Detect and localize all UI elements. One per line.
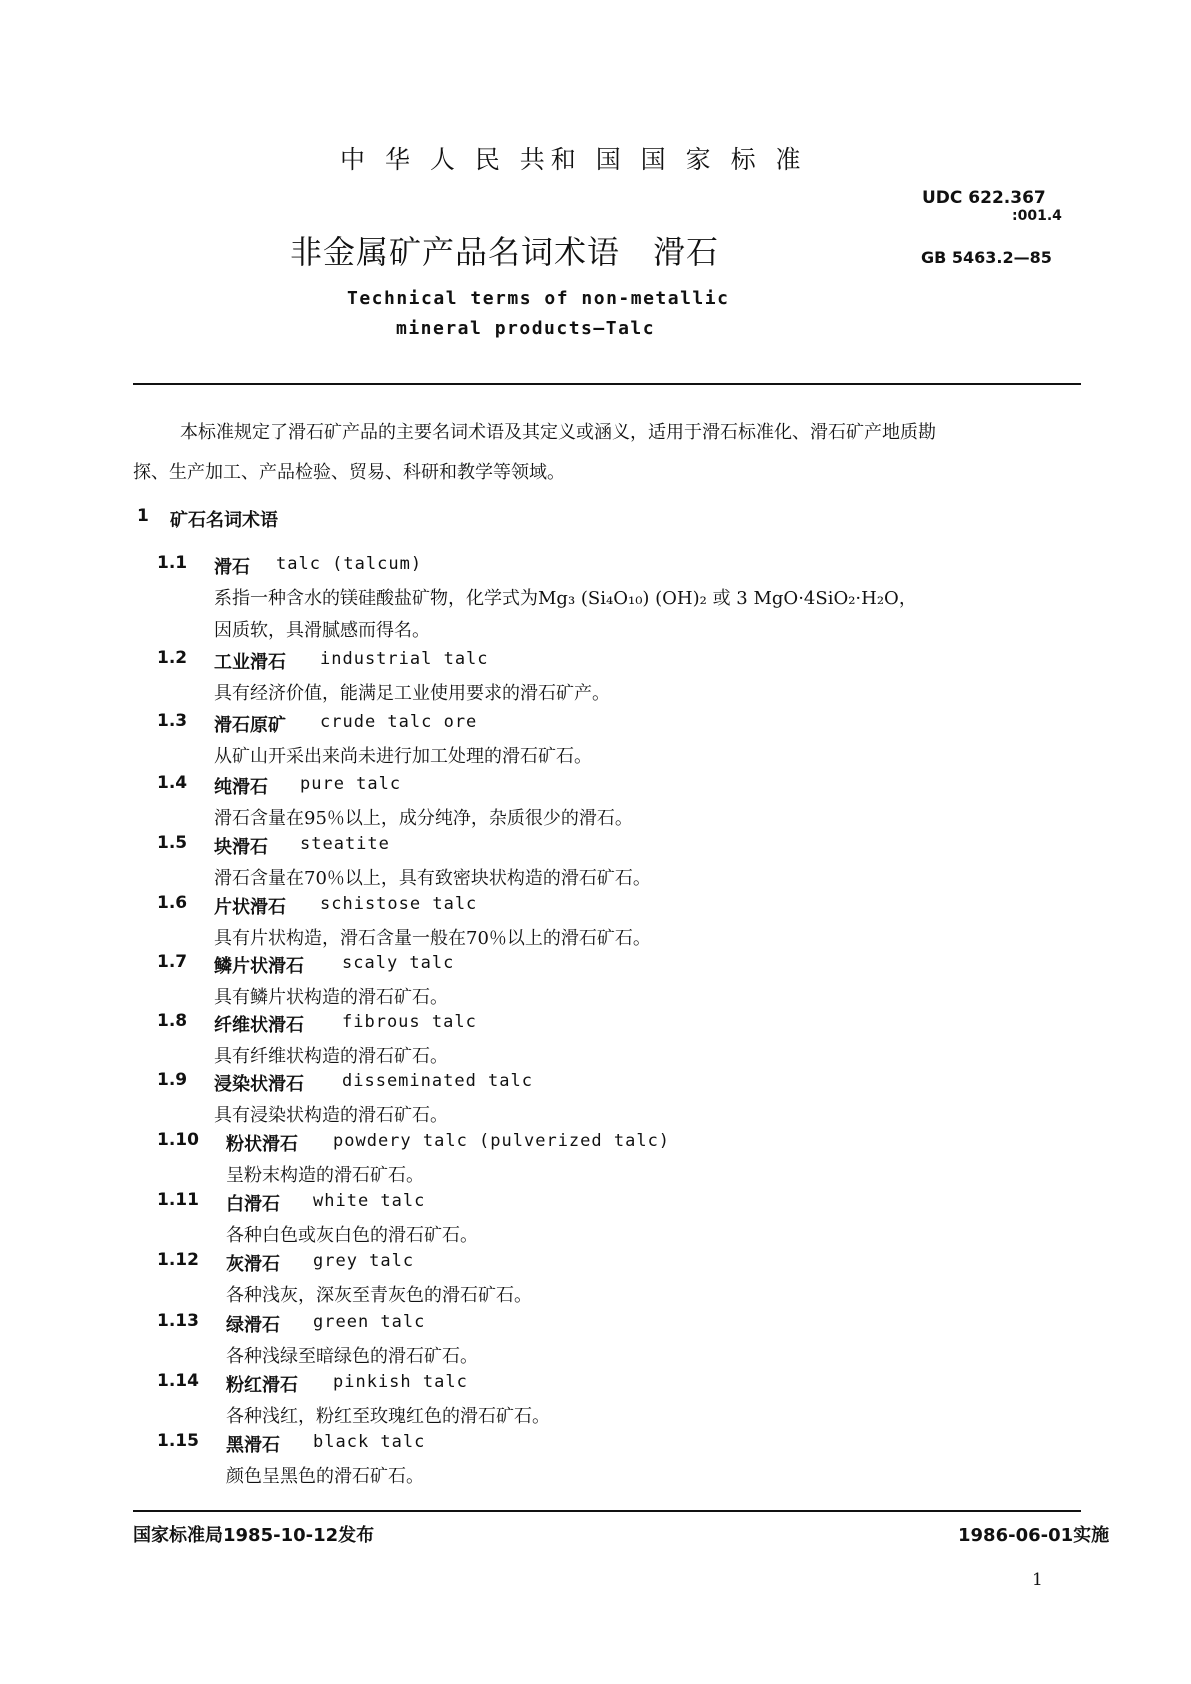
term-chinese: 滑石原矿 xyxy=(214,715,286,736)
standard-type-heading: 中 华 人 民 共和 国 国 家 标 准 xyxy=(340,145,807,174)
term-english: talc (talcum) xyxy=(276,554,423,574)
term-number: 1.9 xyxy=(157,1070,188,1090)
term-entry xyxy=(0,711,1191,773)
term-entry xyxy=(0,553,1191,641)
document-title-cn: 非金属矿产品名词术语 滑石 xyxy=(290,233,720,271)
document-title-en-line2: mineral products—Talc xyxy=(396,318,656,339)
term-entry xyxy=(0,1190,1191,1252)
term-entry xyxy=(0,1250,1191,1312)
term-entry xyxy=(0,648,1191,710)
term-chinese: 鳞片状滑石 xyxy=(214,956,304,977)
gb-standard-number: GB 5463.2—85 xyxy=(921,248,1052,267)
term-definition: 具有鳞片状构造的滑石矿石。 xyxy=(214,987,448,1008)
term-chinese: 块滑石 xyxy=(214,837,268,858)
term-definition: 从矿山开采出来尚未进行加工处理的滑石矿石。 xyxy=(214,746,592,767)
term-entry xyxy=(0,1311,1191,1373)
term-chinese: 粉红滑石 xyxy=(226,1375,298,1396)
term-number: 1.10 xyxy=(157,1130,199,1150)
term-number: 1.4 xyxy=(157,773,188,793)
term-number: 1.11 xyxy=(157,1190,199,1210)
term-english: crude talc ore xyxy=(320,712,478,732)
term-chinese: 黑滑石 xyxy=(226,1435,280,1456)
term-chinese: 纤维状滑石 xyxy=(214,1015,304,1036)
term-number: 1.7 xyxy=(157,952,188,972)
term-chinese: 纯滑石 xyxy=(214,777,268,798)
term-chinese: 浸染状滑石 xyxy=(214,1074,304,1095)
term-definition: 具有纤维状构造的滑石矿石。 xyxy=(214,1046,448,1067)
term-english: pure talc xyxy=(300,774,402,794)
term-definition: 具有经济价值，能满足工业使用要求的滑石矿产。 xyxy=(214,683,610,704)
term-entry xyxy=(0,1011,1191,1073)
term-number: 1.2 xyxy=(157,648,188,668)
term-english: black talc xyxy=(313,1432,426,1452)
intro-paragraph-line2: 探、生产加工、产品检验、贸易、科研和教学等领域。 xyxy=(133,462,565,483)
term-number: 1.3 xyxy=(157,711,188,731)
effective-date: 1986-06-01实施 xyxy=(958,1525,1110,1546)
term-definition: 滑石含量在95％以上，成分纯净，杂质很少的滑石。 xyxy=(214,808,633,829)
udc-code: UDC 622.367 xyxy=(922,188,1046,208)
term-number: 1.8 xyxy=(157,1011,188,1031)
term-english: green talc xyxy=(313,1312,426,1332)
term-entry xyxy=(0,1070,1191,1132)
section-title: 矿石名词术语 xyxy=(170,510,278,531)
term-entry xyxy=(0,1130,1191,1192)
term-entry xyxy=(0,1431,1191,1493)
term-definition: 具有浸染状构造的滑石矿石。 xyxy=(214,1105,448,1126)
term-english: steatite xyxy=(300,834,390,854)
term-definition-cont: 因质软，具滑腻感而得名。 xyxy=(214,620,430,641)
term-chinese: 灰滑石 xyxy=(226,1254,280,1275)
term-english: white talc xyxy=(313,1191,426,1211)
term-chinese: 绿滑石 xyxy=(226,1315,280,1336)
term-english: schistose talc xyxy=(320,894,478,914)
term-number: 1.12 xyxy=(157,1250,199,1270)
term-number: 1.13 xyxy=(157,1311,199,1331)
section-number: 1 xyxy=(137,506,149,526)
term-definition: 系指一种含水的镁硅酸盐矿物，化学式为Mg₃ (Si₄O₁₀) (OH)₂ 或 3 MgO·4SiO₂·H₂O， xyxy=(214,588,917,609)
footer-divider xyxy=(133,1510,1081,1512)
term-number: 1.6 xyxy=(157,893,188,913)
term-number: 1.15 xyxy=(157,1431,199,1451)
page-number: 1 xyxy=(1032,1570,1043,1590)
term-definition: 各种白色或灰白色的滑石矿石。 xyxy=(226,1225,478,1246)
term-number: 1.14 xyxy=(157,1371,199,1391)
term-english: grey talc xyxy=(313,1251,415,1271)
term-definition: 滑石含量在70％以上，具有致密块状构造的滑石矿石。 xyxy=(214,868,651,889)
term-chinese: 白滑石 xyxy=(226,1194,280,1215)
term-number: 1.1 xyxy=(157,553,188,573)
term-chinese: 滑石 xyxy=(214,557,250,578)
term-chinese: 工业滑石 xyxy=(214,652,286,673)
term-number: 1.5 xyxy=(157,833,188,853)
term-definition: 各种浅绿至暗绿色的滑石矿石。 xyxy=(226,1346,478,1367)
term-entry xyxy=(0,833,1191,895)
header-divider xyxy=(133,383,1081,385)
term-chinese: 粉状滑石 xyxy=(226,1134,298,1155)
term-definition: 各种浅红，粉红至玫瑰红色的滑石矿石。 xyxy=(226,1406,550,1427)
term-entry xyxy=(0,893,1191,955)
term-definition: 呈粉末构造的滑石矿石。 xyxy=(226,1165,424,1186)
term-english: scaly talc xyxy=(342,953,455,973)
term-definition: 颜色呈黑色的滑石矿石。 xyxy=(226,1466,424,1487)
term-entry xyxy=(0,952,1191,1014)
term-english: fibrous talc xyxy=(342,1012,477,1032)
term-definition: 具有片状构造，滑石含量一般在70％以上的滑石矿石。 xyxy=(214,928,651,949)
issue-date: 国家标准局1985-10-12发布 xyxy=(133,1525,375,1546)
term-english: disseminated talc xyxy=(342,1071,533,1091)
term-english: pinkish talc xyxy=(333,1372,468,1392)
term-chinese: 片状滑石 xyxy=(214,897,286,918)
term-entry xyxy=(0,1371,1191,1433)
term-english: industrial talc xyxy=(320,649,489,669)
udc-code-suffix: :001.4 xyxy=(1012,208,1062,224)
document-title-en-line1: Technical terms of non-metallic xyxy=(347,288,730,309)
intro-paragraph-line1: 本标准规定了滑石矿产品的主要名词术语及其定义或涵义，适用于滑石标准化、滑石矿产地质勘 xyxy=(180,422,936,443)
term-definition: 各种浅灰，深灰至青灰色的滑石矿石。 xyxy=(226,1285,532,1306)
term-entry xyxy=(0,773,1191,835)
term-english: powdery talc (pulverized talc) xyxy=(333,1131,671,1151)
